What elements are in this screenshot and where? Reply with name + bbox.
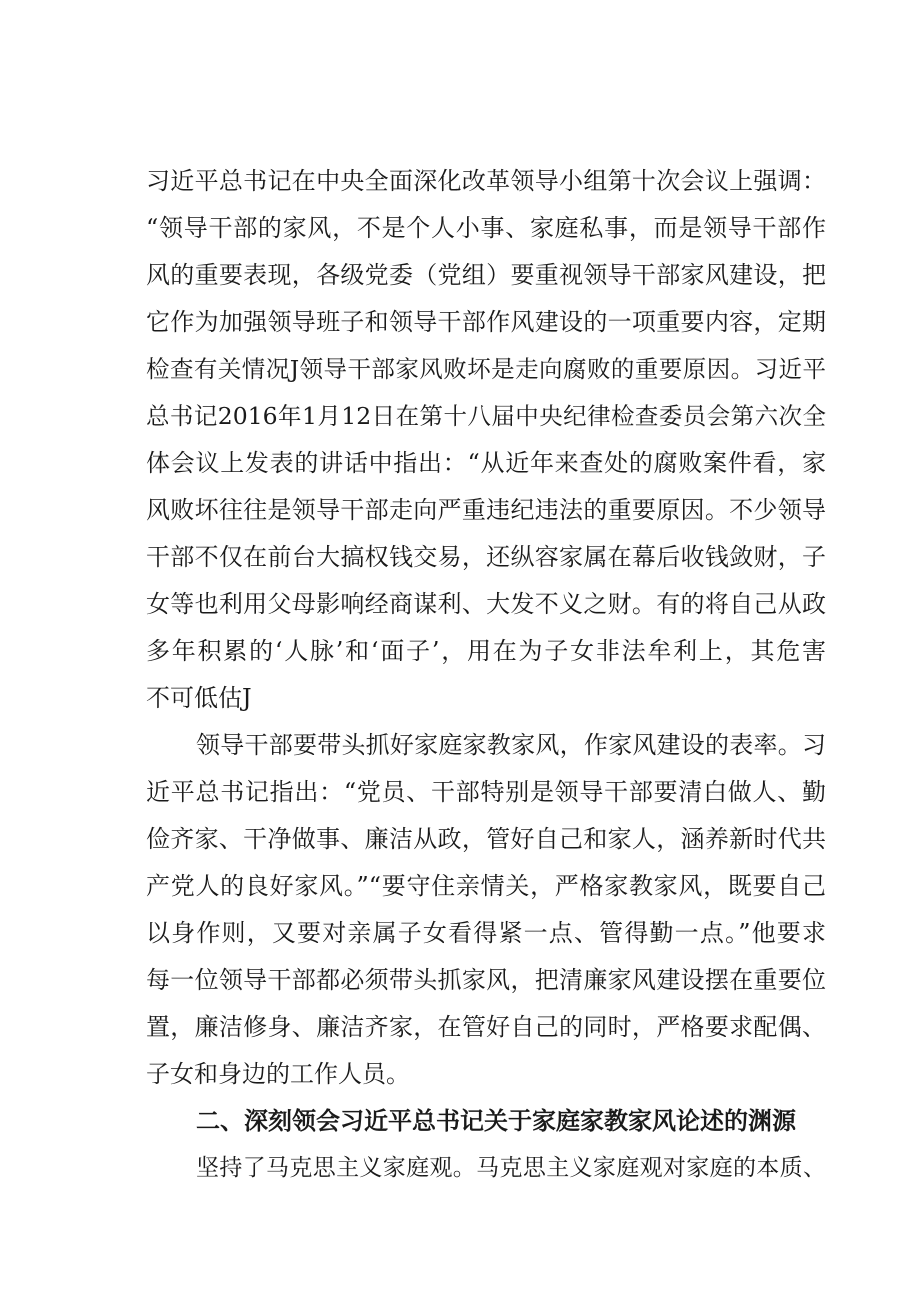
text-line: 体会议上发表的讲话中指出：“从近年来查处的腐败案件看，家 [146, 449, 826, 477]
section-heading: 二、深刻领会习近平总书记关于家庭家教家风论述的渊源 [196, 1107, 796, 1135]
text-line: 风的重要表现，各级党委（党组）要重视领导干部家风建设，把 [146, 261, 826, 289]
text-line: 俭齐家、干净做事、廉洁从政，管好自己和家人，涵养新时代共 [146, 825, 826, 853]
text-line: 每一位领导干部都必须带头抓家风，把清廉家风建设摆在重要位 [146, 966, 826, 994]
text-line: 近平总书记指出：“党员、干部特别是领导干部要清白做人、勤 [146, 778, 826, 806]
text-line: 女等也利用父母影响经商谋利、大发不义之财。有的将自己从政 [146, 590, 826, 618]
text-line: 干部不仅在前台大搞权钱交易，还纵容家属在幕后收钱敛财，子 [146, 543, 826, 571]
text-line: 置，廉洁修身、廉洁齐家，在管好自己的同时，严格要求配偶、 [146, 1013, 826, 1041]
text-line: 总书记2016年1月12日在第十八届中央纪律检查委员会第六次全 [146, 402, 826, 430]
text-line: 子女和身边的工作人员。 [146, 1060, 410, 1088]
text-line: 不可低估J [146, 684, 252, 712]
text-line: 习近平总书记在中央全面深化改革领导小组第十次会议上强调： [146, 167, 826, 195]
text-line: 产党人的良好家风。”“要守住亲情关，严格家教家风，既要自己 [146, 872, 826, 900]
text-line: 坚持了马克思主义家庭观。马克思主义家庭观对家庭的本质、 [196, 1155, 826, 1181]
text-line: 以身作则，又要对亲属子女看得紧一点、管得勤一点。”他要求 [146, 919, 826, 947]
text-line: 检查有关情况J领导干部家风败坏是走向腐败的重要原因。习近平 [146, 355, 826, 383]
text-line: 它作为加强领导班子和领导干部作风建设的一项重要内容，定期 [146, 308, 826, 336]
text-line: 风败坏往往是领导干部走向严重违纪违法的重要原因。不少领导 [146, 496, 826, 524]
body-text [146, 158, 826, 1192]
text-line: “领导干部的家风，不是个人小事、家庭私事，而是领导干部作 [146, 214, 826, 242]
text-line: 多年积累的‘人脉’和‘面子’，用在为子女非法牟利上，其危害 [146, 637, 826, 665]
text-line: 领导干部要带头抓好家庭家教家风，作家风建设的表率。习 [196, 731, 826, 759]
